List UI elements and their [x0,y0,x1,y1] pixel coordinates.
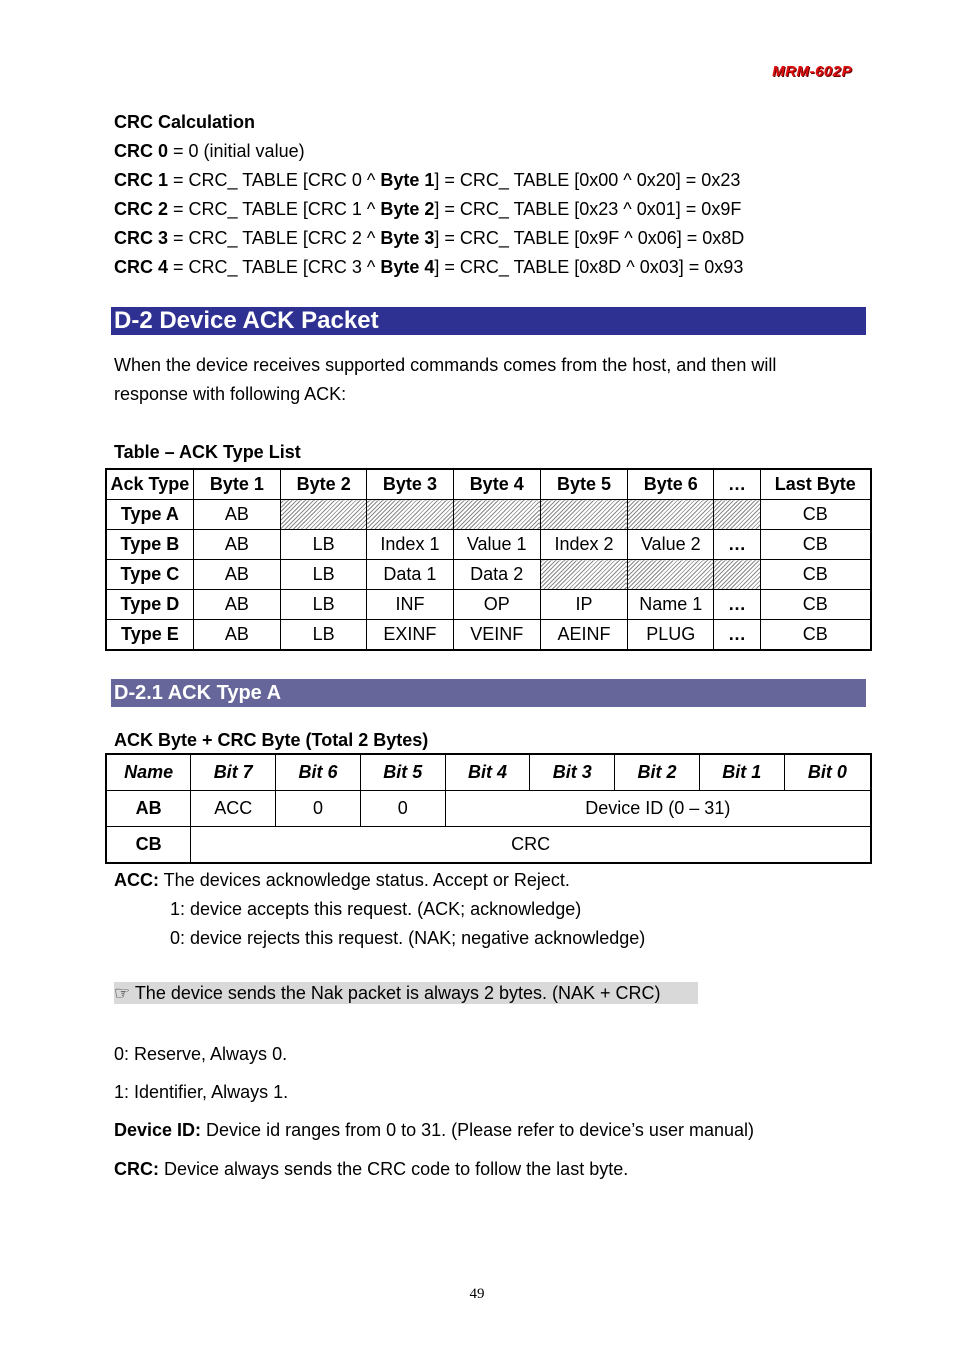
table-cell: LB [281,620,367,651]
table-cell: CB [760,530,871,560]
table-cell: … [714,620,760,651]
nak-note [114,982,698,1004]
ack-type-table [105,468,872,651]
table-cell: Index 2 [540,530,627,560]
table-row [106,620,871,651]
table-cell: LB [281,560,367,590]
crc-line-3 [114,227,744,249]
section-heading-d21: D-2.1 ACK Type A [111,679,866,707]
crc-label: CRC 2 [114,199,169,219]
table-cell: AB [193,560,280,590]
crc-desc-label: CRC: [114,1159,159,1179]
table-cell: Data 1 [367,560,453,590]
device-id-text: Device id ranges from 0 to 31. (Please refer to device’s user manual) [201,1120,754,1140]
table-cell: 0 [360,791,445,827]
crc-text: ] = CRC_ TABLE [0x23 ^ 0x01] = 0x9F [434,199,742,219]
header-cell: Bit 6 [276,754,361,791]
crc-label: CRC 1 [114,170,169,190]
header-cell: Bit 5 [360,754,445,791]
hatched-cell [714,560,760,590]
page-number: 49 [469,1286,485,1302]
table-cell: Value 2 [628,530,714,560]
table-cell: Data 2 [453,560,540,590]
table-cell: … [714,530,760,560]
hatched-cell [628,500,714,530]
bit-header-row [106,754,871,791]
crc-text: = CRC_ TABLE [CRC 2 ^ [168,228,381,248]
table-cell: AEINF [540,620,627,651]
header-cell: Byte 6 [628,469,714,500]
crc-line-1 [114,169,740,191]
table-cell: … [714,590,760,620]
table-cell: IP [540,590,627,620]
table-row [106,530,871,560]
table-cell: LB [281,590,367,620]
crc-text: = CRC_ TABLE [CRC 0 ^ [168,170,381,190]
hatched-cell [453,500,540,530]
note-text: The device sends the Nak packet is always 2 bytes. (NAK + CRC) [130,983,661,1003]
table-cell: CB [760,620,871,651]
acc-option-0: 0: device rejects this request. (NAK; negative acknowledge) [170,928,646,948]
header-cell: Bit 4 [445,754,530,791]
header-cell: Ack Type [106,469,193,500]
hatched-cell [714,500,760,530]
crc-label: CRC 4 [114,257,169,277]
crc-description-line [114,1158,628,1180]
acc-text: The devices acknowledge status. Accept or Reject. [159,870,570,890]
intro-line-1: When the device receives supported commands comes from the host, and then will [114,355,777,375]
table-cell: Type C [106,560,193,590]
crc-line-4 [114,256,743,278]
header-cell: Bit 0 [784,754,871,791]
table-header-row [106,469,871,500]
header-cell: Last Byte [760,469,871,500]
table-row [106,500,871,530]
crc-line-2 [114,198,741,220]
table-cell: LB [281,530,367,560]
header-cell: Bit 3 [530,754,615,791]
acc-option-1: 1: device accepts this request. (ACK; acknowledge) [170,899,582,919]
acc-description [114,869,570,891]
crc-byte: Byte 2 [380,199,435,219]
crc-title: CRC Calculation [114,112,256,132]
table-cell: INF [367,590,453,620]
table-cell: Value 1 [453,530,540,560]
table-row [106,590,871,620]
table-cell: AB [193,530,280,560]
table-cell: Type E [106,620,193,651]
header-cell: Byte 5 [540,469,627,500]
table-cell: Index 1 [367,530,453,560]
table-cell: Name 1 [628,590,714,620]
reserve-line: 0: Reserve, Always 0. [114,1044,288,1064]
hatched-cell [540,560,627,590]
crc-text: ] = CRC_ TABLE [0x9F ^ 0x06] = 0x8D [434,228,745,248]
table-row [106,827,871,864]
crc-byte: Byte 3 [380,228,435,248]
table-cell: EXINF [367,620,453,651]
table-cell: OP [453,590,540,620]
header-cell: … [714,469,760,500]
table-row [106,560,871,590]
device-id-label: Device ID: [114,1120,202,1140]
table-cell: Type D [106,590,193,620]
table-cell: 0 [276,791,361,827]
crc-label: CRC 0 [114,141,169,161]
header-cell: Byte 2 [281,469,367,500]
section-heading-d2: D-2 Device ACK Packet [111,307,866,335]
header-cell: Name [106,754,191,791]
header-cell: Byte 1 [193,469,280,500]
crc-byte: Byte 1 [380,170,435,190]
table-cell: Type B [106,530,193,560]
crc-text: ] = CRC_ TABLE [0x00 ^ 0x20] = 0x23 [434,170,741,190]
hatched-cell [281,500,367,530]
device-id-line [114,1119,754,1141]
intro-line-2: response with following ACK: [114,384,347,404]
table-cell: CRC [191,827,871,864]
table-cell: PLUG [628,620,714,651]
identifier-line: 1: Identifier, Always 1. [114,1082,289,1102]
brand-logo: MRM-602P [772,63,852,80]
header-cell: Byte 3 [367,469,453,500]
table-row [106,791,871,827]
ack-bit-table [105,753,872,864]
crc-text: = 0 (initial value) [168,141,305,161]
crc-byte: Byte 4 [380,257,435,277]
header-cell: Bit 1 [699,754,784,791]
table-cell: Device ID (0 – 31) [445,791,871,827]
hatched-cell [628,560,714,590]
bit-table-caption: ACK Byte + CRC Byte (Total 2 Bytes) [114,730,429,750]
crc-text: ] = CRC_ TABLE [0x8D ^ 0x03] = 0x93 [434,257,744,277]
table-caption: Table – ACK Type List [114,442,301,462]
table-cell: CB [760,590,871,620]
hatched-cell [540,500,627,530]
header-cell: Bit 2 [615,754,700,791]
crc-desc-text: Device always sends the CRC code to follow the last byte. [159,1159,629,1179]
table-cell: CB [760,500,871,530]
crc-text: = CRC_ TABLE [CRC 3 ^ [168,257,381,277]
table-cell: AB [193,500,280,530]
header-cell: Byte 4 [453,469,540,500]
table-cell: AB [193,590,280,620]
table-cell: AB [106,791,191,827]
table-cell: ACC [191,791,276,827]
header-cell: Bit 7 [191,754,276,791]
table-cell: AB [193,620,280,651]
table-cell: Type A [106,500,193,530]
table-cell: CB [760,560,871,590]
acc-label: ACC: [114,870,159,890]
table-cell: CB [106,827,191,864]
pointing-hand-icon: ☞ [114,983,131,1003]
crc-line-0 [114,140,305,162]
hatched-cell [367,500,453,530]
table-cell: VEINF [453,620,540,651]
crc-text: = CRC_ TABLE [CRC 1 ^ [168,199,381,219]
crc-label: CRC 3 [114,228,169,248]
